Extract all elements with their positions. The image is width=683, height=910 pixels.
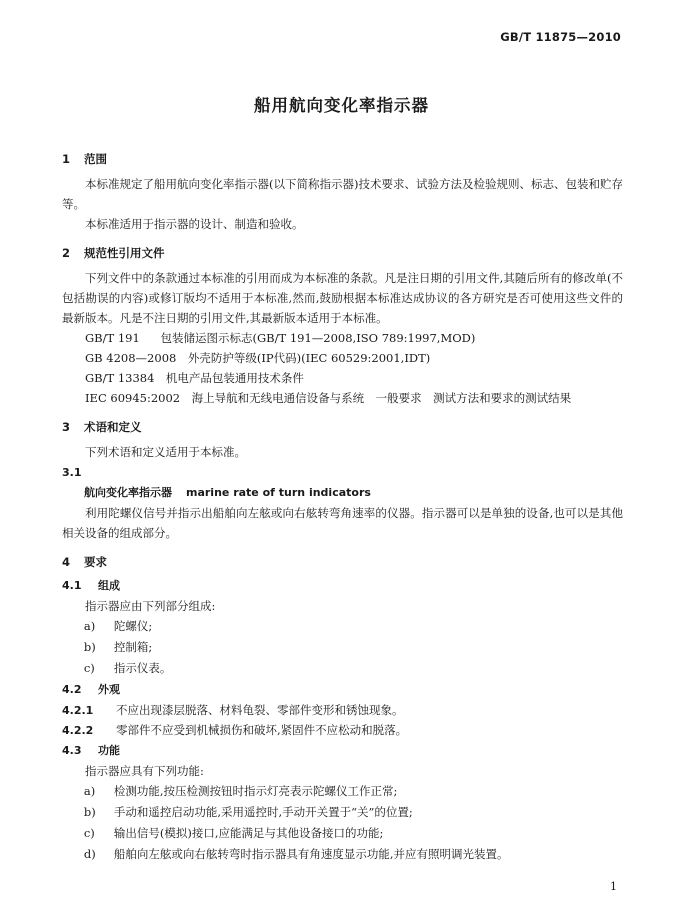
document-body [62, 150, 623, 865]
paragraph: 下列文件中的条款通过本标准的引用而成为本标准的条款。凡是注日期的引用文件,其随后所有的修改单(不包括勘误的内容)或修订版均不适用于本标准,然而,鼓励根据本标准达成协议的各方研究是否可使用这些文件的最新版本。凡是不注日期的引用文件,其最新版本适用于本标准。 [62, 271, 623, 325]
list-text: 船舶向左舷或向右舷转弯时指示器具有角速度显示功能,并应有照明调光装置。 [113, 847, 509, 861]
reference-title: 机电产品包装通用技术条件 [165, 371, 304, 385]
subsection-title: 组成 [98, 579, 120, 592]
subsection-number: 4.1 [62, 579, 82, 592]
reference-item [62, 368, 623, 388]
reference-item [62, 348, 623, 368]
list-marker: c) [83, 661, 95, 675]
section-number: 3 [62, 420, 71, 434]
list-text: 输出信号(模拟)接口,应能满足与其他设备接口的功能; [113, 826, 384, 840]
term-number: 3.1 [62, 466, 82, 479]
reference-title: 海上导航和无线电通信设备与系统 一般要求 测试方法和要求的测试结果 [191, 391, 572, 405]
section-title: 规范性引用文件 [84, 246, 165, 260]
section-number: 1 [62, 152, 71, 166]
list-marker: b) [83, 640, 96, 654]
document-title: 船用航向变化率指示器 [254, 96, 429, 115]
clause-number: 4.2.2 [62, 724, 94, 737]
reference-title: 外壳防护等级(IP代码)(IEC 60529:2001,IDT) [187, 351, 431, 365]
list-text: 陀螺仪; [113, 619, 153, 633]
reference-code: GB/T 13384 [85, 371, 155, 385]
reference-code: IEC 60945:2002 [85, 391, 181, 405]
clause-text: 零部件不应受到机械损伤和破坏,紧固件不应松动和脱落。 [116, 723, 408, 737]
list-marker: d) [83, 847, 96, 861]
section-number: 2 [62, 246, 71, 260]
list-item [62, 616, 623, 637]
list-item [62, 637, 623, 658]
reference-code: GB 4208—2008 [85, 351, 177, 365]
paragraph: 本标准适用于指示器的设计、制造和验收。 [85, 217, 304, 231]
reference-item [62, 388, 623, 408]
paragraph: 本标准规定了船用航向变化率指示器(以下简称指示器)技术要求、试验方法及检验规则、标志、包装和贮存等。 [62, 177, 623, 211]
clause-4-2-1 [62, 700, 623, 720]
list-text: 控制箱; [113, 640, 153, 654]
standard-code: GB/T 11875—2010 [500, 30, 621, 44]
term-definition: 利用陀螺仪信号并指示出船舶向左舷或向右舷转弯角速率的仪器。指示器可以是单独的设备,也可以是其他相关设备的组成部分。 [62, 506, 623, 540]
section-title: 术语和定义 [84, 420, 142, 434]
subsection-4-2-heading [62, 681, 623, 699]
list-item [62, 802, 623, 823]
subsection-4-1-heading [62, 577, 623, 595]
subsection-4-3-heading [62, 742, 623, 760]
list-text: 检测功能,按压检测按钮时指示灯亮表示陀螺仪工作正常; [113, 784, 398, 798]
section-2-heading [62, 244, 623, 262]
list-item [62, 658, 623, 679]
reference-item [62, 328, 623, 348]
subsection-number: 4.2 [62, 683, 82, 696]
section-title: 范围 [84, 152, 107, 166]
clause-number: 4.2.1 [62, 704, 94, 717]
subsection-title: 功能 [98, 744, 120, 757]
section-number: 4 [62, 555, 71, 569]
list-item [62, 781, 623, 802]
paragraph: 下列术语和定义适用于本标准。 [85, 445, 246, 459]
list-marker: a) [83, 784, 96, 798]
list-item [62, 844, 623, 865]
reference-title: 包装储运图示标志(GB/T 191—2008,ISO 789:1997,MOD) [160, 331, 476, 345]
list-text: 手动和遥控启动功能,采用遥控时,手动开关置于“关”的位置; [113, 805, 413, 819]
subsection-number: 4.3 [62, 744, 82, 757]
term-english: marine rate of turn indicators [186, 486, 371, 499]
list-item [62, 823, 623, 844]
section-4-heading [62, 553, 623, 571]
clause-4-2-2 [62, 720, 623, 740]
list-marker: b) [83, 805, 96, 819]
reference-code: GB/T 191 [85, 331, 140, 345]
subsection-title: 外观 [98, 683, 120, 696]
page-number: 1 [610, 880, 617, 893]
list-text: 指示仪表。 [113, 661, 172, 675]
term-chinese: 航向变化率指示器 [84, 486, 172, 499]
paragraph: 指示器应由下列部分组成: [85, 599, 216, 613]
section-1-heading [62, 150, 623, 168]
term-entry [62, 483, 623, 503]
list-marker: c) [83, 826, 95, 840]
list-marker: a) [83, 619, 96, 633]
paragraph: 指示器应具有下列功能: [85, 764, 204, 778]
section-3-heading [62, 418, 623, 436]
clause-text: 不应出现漆层脱落、材料龟裂、零部件变形和锈蚀现象。 [116, 703, 404, 717]
section-title: 要求 [84, 555, 107, 569]
